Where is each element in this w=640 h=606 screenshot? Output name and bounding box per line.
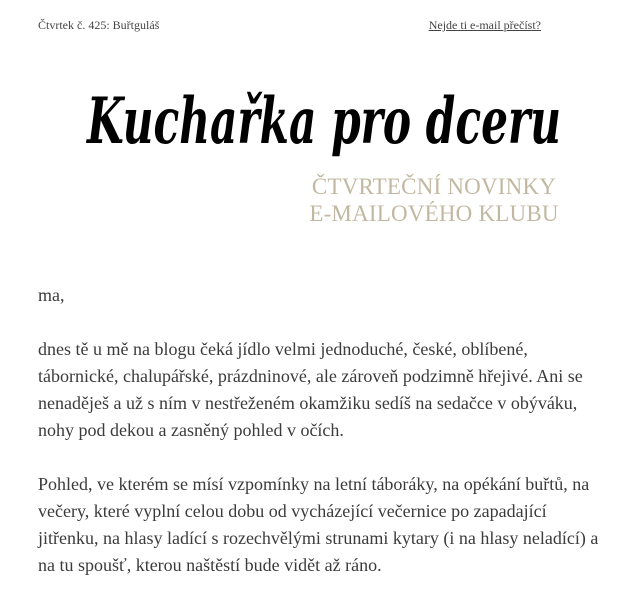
subtitle-line-1: ČTVRTEČNÍ NOVINKY <box>311 174 557 199</box>
subtitle-line-2: E-MAILOVÉHO KLUBU <box>309 201 559 226</box>
view-in-browser-link[interactable]: Nejde ti e-mail přečíst? <box>428 18 541 32</box>
paragraph-1: dnes tě u mě na blogu čeká jídlo velmi jednoduché, české, oblíbené, tábornické, chalupářské, prázdninové, ale zároveň podzimně hřejivé. Ani se nenaděješ a už s ním v nestřeženém okamžiku sedíš na sedačce v obýváku, nohy pod dekou a zasněný pohled v očích. <box>38 339 583 440</box>
logo-text: Kuchařka pro dceru <box>85 84 562 159</box>
logo <box>0 68 640 168</box>
logo-wordmark <box>0 68 640 168</box>
paragraph-2: Pohled, ve kterém se mísí vzpomínky na letní táboráky, na opékání buřtů, na večery, které vyplní celou dobu od vycházející večernice po zapadající jitřenku, na hlasy ladící s rozechvělými strunami kytary (i na hlasy neladící) a na tu spoušť, kterou naštěstí bude vidět až ráno. <box>38 474 599 575</box>
preheader <box>38 18 541 32</box>
issue-title: Čtvrtek č. 425: Buřtguláš <box>38 18 160 32</box>
email-body <box>38 282 610 606</box>
newsletter-subtitle <box>280 173 588 227</box>
greeting: ma, <box>38 285 65 305</box>
